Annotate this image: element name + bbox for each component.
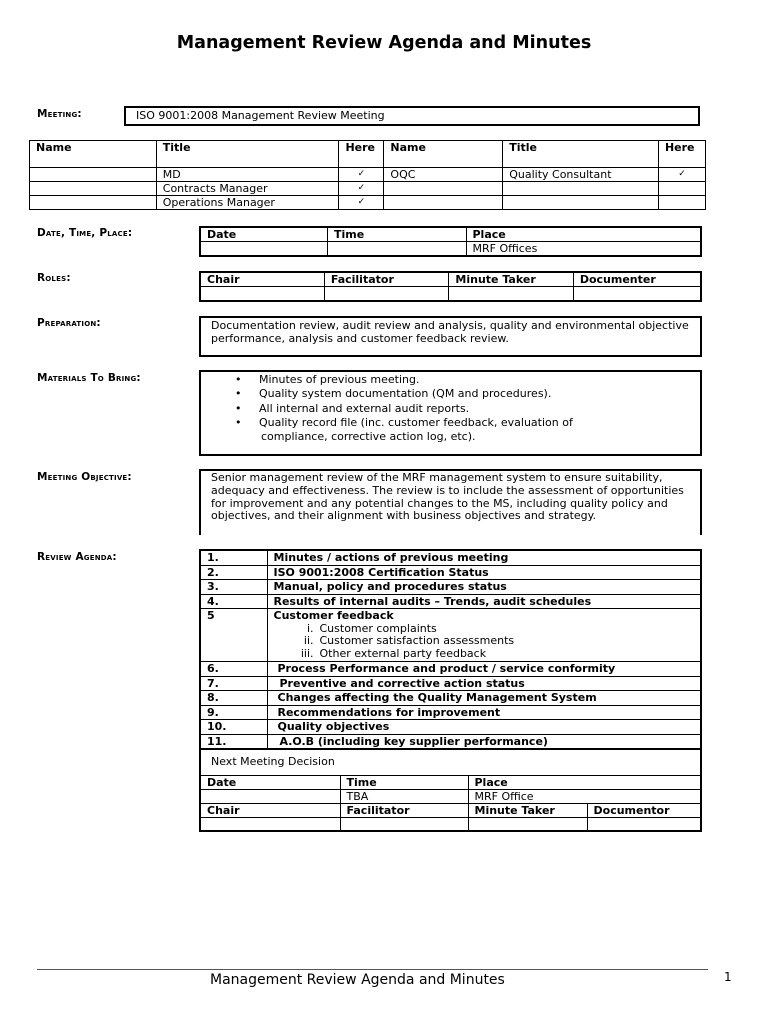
next-header-chair: Chair	[201, 804, 340, 818]
next-place-value[interactable]: MRF Office	[468, 790, 700, 804]
datetime-table	[199, 226, 702, 257]
attendee-header-title: Title	[156, 141, 339, 168]
place-value[interactable]: MRF Offices	[466, 242, 701, 257]
bullet-icon: •	[235, 387, 242, 401]
attendee-cell[interactable]	[658, 196, 705, 210]
attendee-cell[interactable]: MD	[156, 168, 339, 182]
footer-divider	[37, 969, 708, 970]
attendee-cell[interactable]	[30, 196, 157, 210]
role-header-facilitator: Facilitator	[324, 272, 449, 287]
agenda-label: Review Agenda:	[37, 551, 117, 563]
bullet-icon: •	[235, 401, 242, 415]
attendee-header-title: Title	[503, 141, 659, 168]
next-header-place: Place	[468, 776, 700, 790]
next-time-value[interactable]: TBA	[340, 790, 468, 804]
meeting-field[interactable]: ISO 9001:2008 Management Review Meeting	[124, 106, 700, 126]
role-header-chair: Chair	[200, 272, 324, 287]
attendee-header-here: Here	[658, 141, 705, 168]
role-facilitator-value[interactable]	[324, 287, 449, 301]
role-chair-value[interactable]	[200, 287, 324, 301]
check-icon[interactable]: ✓	[339, 196, 384, 210]
datetime-header-date: Date	[200, 227, 328, 242]
role-header-minute-taker: Minute Taker	[449, 272, 573, 287]
agenda-row: 7. Preventive and corrective action status	[201, 676, 700, 691]
list-item: • Quality record file (inc. customer feedback, evaluation of	[235, 415, 573, 429]
next-facilitator-value[interactable]	[340, 818, 468, 831]
date-value[interactable]	[200, 242, 328, 257]
next-header-minute-taker: Minute Taker	[468, 804, 587, 818]
materials-label: Materials To Bring:	[37, 372, 141, 384]
agenda-row: 3. Manual, policy and procedures status	[201, 580, 700, 595]
attendee-cell[interactable]: Quality Consultant	[503, 168, 659, 182]
bullet-icon: •	[235, 373, 242, 386]
attendee-header-name: Name	[384, 141, 503, 168]
preparation-label: Preparation:	[37, 317, 101, 329]
attendee-cell[interactable]	[384, 196, 503, 210]
list-item: • Quality system documentation (QM and procedures).	[235, 387, 552, 401]
next-chair-value[interactable]	[201, 818, 340, 831]
attendee-cell[interactable]	[30, 182, 157, 196]
next-documentor-value[interactable]	[587, 818, 700, 831]
meeting-label: Meeting:	[37, 108, 82, 120]
page-number: 1	[724, 970, 732, 984]
list-item: compliance, corrective action log, etc).	[261, 430, 476, 444]
next-header-documentor: Documentor	[587, 804, 700, 818]
time-value[interactable]	[328, 242, 466, 257]
next-header-time: Time	[340, 776, 468, 790]
agenda-row: 11. A.O.B (including key supplier performance)	[201, 734, 700, 749]
bullet-icon: •	[235, 415, 242, 429]
datetime-header-place: Place	[466, 227, 701, 242]
agenda-row: 10. Quality objectives	[201, 720, 700, 735]
agenda-container	[199, 549, 702, 832]
agenda-row: 9. Recommendations for improvement	[201, 705, 700, 720]
agenda-row: 6. Process Performance and product / service conformity	[201, 662, 700, 677]
role-minute-taker-value[interactable]	[449, 287, 573, 301]
next-meeting-label: Next Meeting Decision	[201, 749, 700, 775]
role-header-documenter: Documenter	[573, 272, 701, 287]
datetime-label: Date, Time, Place:	[37, 227, 133, 239]
attendee-header-name: Name	[30, 141, 157, 168]
attendee-cell[interactable]: Operations Manager	[156, 196, 339, 210]
role-documenter-value[interactable]	[573, 287, 701, 301]
attendee-row	[30, 196, 706, 210]
sub-list-item: iii. Other external party feedback	[300, 646, 487, 660]
agenda-row: 8. Changes affecting the Quality Management System	[201, 691, 700, 706]
objective-label: Meeting Objective:	[37, 471, 132, 483]
datetime-header-time: Time	[328, 227, 466, 242]
sub-list-item: ii. Customer satisfaction assessments	[303, 634, 515, 647]
agenda-row: 4. Results of internal audits – Trends, audit schedules	[201, 594, 700, 609]
sub-list	[274, 623, 695, 661]
attendee-cell[interactable]	[658, 182, 705, 196]
attendee-cell[interactable]	[30, 168, 157, 182]
footer-title: Management Review Agenda and Minutes	[210, 972, 505, 988]
attendee-cell[interactable]	[503, 196, 659, 210]
attendee-header-here: Here	[339, 141, 384, 168]
check-icon[interactable]: ✓	[339, 168, 384, 182]
agenda-row: 2. ISO 9001:2008 Certification Status	[201, 565, 700, 580]
attendee-row	[30, 168, 706, 182]
attendee-row	[30, 182, 706, 196]
roles-table	[199, 271, 702, 302]
agenda-row: 5 Customer feedback i. Customer complaints ii. Customer satisfaction assessments iii. Other external party feedback	[201, 609, 700, 662]
next-meeting-table	[201, 775, 700, 831]
roles-label: Roles:	[37, 272, 71, 284]
check-icon[interactable]: ✓	[658, 168, 705, 182]
preparation-field[interactable]: Documentation review, audit review and analysis, quality and environmental objective performance, analysis and customer feedback review.	[199, 316, 702, 357]
check-icon[interactable]: ✓	[339, 182, 384, 196]
list-item: • Minutes of previous meeting.	[235, 373, 420, 386]
list-item: • All internal and external audit reports.	[235, 401, 470, 415]
next-header-facilitator: Facilitator	[340, 804, 468, 818]
sub-list-item: i. Customer complaints	[306, 621, 437, 635]
attendee-cell[interactable]	[503, 182, 659, 196]
attendee-cell[interactable]: OQC	[384, 168, 503, 182]
objective-field[interactable]: Senior management review of the MRF management system to ensure suitability, adequacy and effectiveness. The review is to include the assessment of opportunities for improvement and any potential changes to the MS, including quality policy and objectives, and their alignment with business objectives and strategy.	[199, 469, 702, 535]
attendee-cell[interactable]	[384, 182, 503, 196]
next-header-date: Date	[201, 776, 340, 790]
attendee-cell[interactable]: Contracts Manager	[156, 182, 339, 196]
agenda-row: 1. Minutes / actions of previous meeting	[201, 551, 700, 565]
next-minute-taker-value[interactable]	[468, 818, 587, 831]
attendees-table	[29, 140, 706, 210]
next-date-value[interactable]	[201, 790, 340, 804]
agenda-table	[201, 551, 700, 749]
materials-field[interactable]	[199, 370, 702, 456]
page-title: Management Review Agenda and Minutes	[176, 33, 592, 53]
